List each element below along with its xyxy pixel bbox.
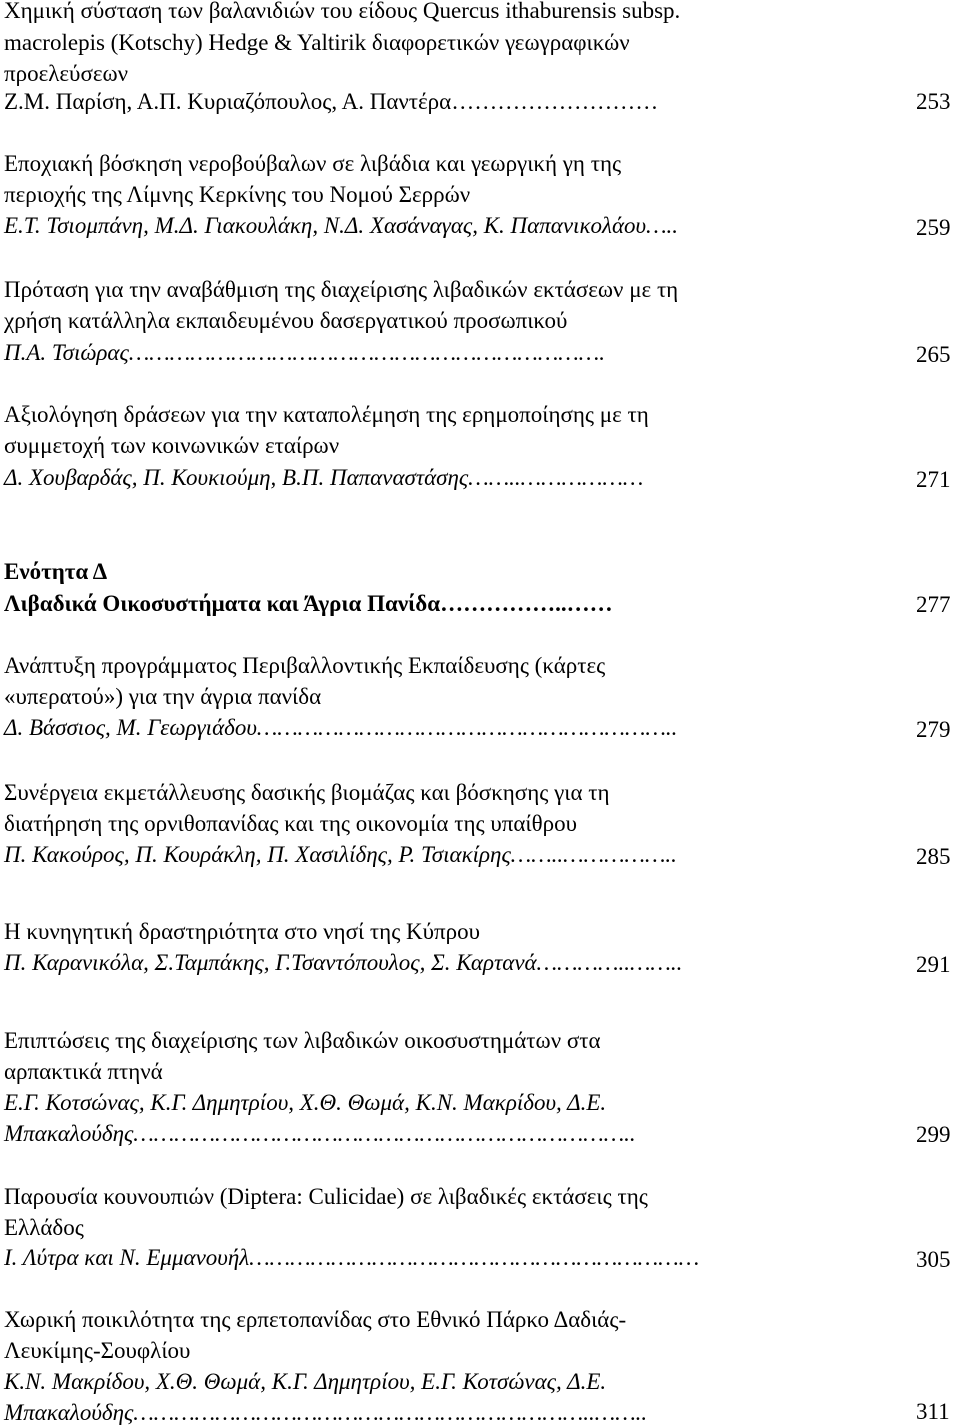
dot-leader: …………………………………………………………..……..: [133, 1400, 648, 1425]
entry-authors: [4, 338, 605, 368]
entry-title-line: Λευκίμης-Σουφλίου: [4, 1338, 191, 1363]
entry-title-line: προελεύσεων: [4, 61, 129, 86]
page-number: 277: [916, 592, 951, 617]
page-number: 265: [916, 342, 951, 367]
page-number: 291: [916, 952, 951, 977]
entry-authors: [4, 948, 682, 978]
section-title: [4, 589, 613, 619]
dot-leader: ………………………: [451, 89, 659, 114]
entry-title-line: Ανάπτυξη προγράμματος Περιβαλλοντικής Εκπαίδευσης (κάρτες: [4, 653, 606, 678]
dot-leader: …..: [646, 213, 679, 238]
page-number: 305: [916, 1247, 951, 1272]
entry-title-line: διατήρηση της ορνιθοπανίδας και της οικονομία της υπαίθρου: [4, 811, 577, 836]
page-number: 271: [916, 467, 951, 492]
entry-authors: [4, 87, 658, 117]
author-names: Ε.Τ. Τσιομπάνη, Μ.Δ. Γιακουλάκη, Ν.Δ. Χασάναγας, Κ. Παπανικολάου: [4, 213, 647, 238]
author-names: Δ. Βάσσιος, Μ. Γεωργιάδου: [4, 715, 257, 740]
author-names: Ζ.Μ. Παρίση, Α.Π. Κυριαζόπουλος, Α. Παντέρα: [4, 89, 452, 114]
entry-authors: [4, 713, 677, 743]
entry-title-line: Εποχιακή βόσκηση νεροβούβαλων σε λιβάδια και γεωργική γη της: [4, 151, 622, 176]
entry-title-line: Συνέργεια εκμετάλλευσης δασικής βιομάζας και βόσκησης για τη: [4, 780, 610, 805]
entry-authors: [4, 840, 677, 870]
entry-title-line: «υπερατού») για την άγρια πανίδα: [4, 684, 322, 709]
dot-leader: ………………………………………………………………..: [133, 1121, 636, 1146]
author-names: Μπακαλούδης: [4, 1400, 134, 1425]
entry-authors: [4, 211, 678, 241]
dot-leader: ……..……………..: [510, 842, 677, 867]
page-number: 259: [916, 215, 951, 240]
entry-title-line: Χημική σύσταση των βαλανιδιών του είδους Quercus ithaburensis subsp.: [4, 0, 681, 23]
entry-authors: [4, 1119, 636, 1149]
entry-title-line: Παρουσία κουνουπιών (Diptera: Culicidae) σε λιβαδικές εκτάσεις της: [4, 1184, 648, 1209]
dot-leader: ……………..……: [440, 591, 613, 616]
page-number: 311: [916, 1399, 950, 1424]
entry-authors: Ε.Γ. Κοτσώνας, Κ.Γ. Δημητρίου, Χ.Θ. Θωμά, Κ.Ν. Μακρίδου, Δ.Ε.: [4, 1090, 607, 1115]
entry-title-line: Χωρική ποικιλότητα της ερπετοπανίδας στο Εθνικό Πάρκο Δαδιάς-: [4, 1307, 627, 1332]
page-number: 279: [916, 717, 951, 742]
dot-leader: ……………………………………………………..: [256, 715, 678, 740]
section-title-text: Λιβαδικά Οικοσυστήματα και Άγρια Πανίδα: [4, 591, 441, 616]
dot-leader: …………………………………………………………….: [128, 340, 605, 365]
page-number: 299: [916, 1122, 951, 1147]
dot-leader: …………………………………………………………: [249, 1245, 700, 1270]
author-names: Π. Κακούρος, Π. Κουράκλη, Π. Χασιλίδης, Ρ. Τσιακίρης: [4, 842, 511, 867]
author-names: Ι. Λύτρα και Ν. Εμμανουήλ: [4, 1245, 250, 1270]
page-number: 253: [916, 89, 951, 114]
entry-title-line: Επιπτώσεις της διαχείρισης των λιβαδικών οικοσυστημάτων στα: [4, 1028, 601, 1053]
entry-authors: [4, 463, 643, 493]
entry-title-line: Ελλάδος: [4, 1215, 84, 1240]
dot-leader: …………..……..: [536, 950, 683, 975]
section-heading: Ενότητα Δ: [4, 559, 108, 584]
author-names: Π.Α. Τσιώρας: [4, 340, 129, 365]
entry-title-line: Η κυνηγητική δραστηριότητα στο νησί της Κύπρου: [4, 919, 481, 944]
page-number: 285: [916, 844, 951, 869]
entry-title-line: Πρόταση για την αναβάθμιση της διαχείρισης λιβαδικών εκτάσεων με τη: [4, 277, 679, 302]
entry-authors: [4, 1398, 647, 1428]
entry-authors: [4, 1243, 699, 1273]
author-names: Μπακαλούδης: [4, 1121, 134, 1146]
entry-authors: Κ.Ν. Μακρίδου, Χ.Θ. Θωμά, Κ.Γ. Δημητρίου, Ε.Γ. Κοτσώνας, Δ.Ε.: [4, 1369, 607, 1394]
dot-leader: ……..………………: [468, 465, 644, 490]
entry-title-line: macrolepis (Kotschy) Hedge & Yaltirik διαφορετικών γεωγραφικών: [4, 30, 630, 55]
entry-title-line: περιοχής της Λίμνης Κερκίνης του Νομού Σερρών: [4, 182, 471, 207]
entry-title-line: Αξιολόγηση δράσεων για την καταπολέμηση της ερημοποίησης με τη: [4, 402, 649, 427]
entry-title-line: αρπακτικά πτηνά: [4, 1059, 163, 1084]
entry-title-line: χρήση κατάλληλα εκπαιδευμένου δασεργατικού προσωπικού: [4, 308, 568, 333]
entry-title-line: συμμετοχή των κοινωνικών εταίρων: [4, 433, 340, 458]
author-names: Δ. Χουβαρδάς, Π. Κουκιούμη, Β.Π. Παπαναστάσης: [4, 465, 469, 490]
author-names: Π. Καρανικόλα, Σ.Ταμπάκης, Γ.Τσαντόπουλος, Σ. Καρτανά: [4, 950, 537, 975]
